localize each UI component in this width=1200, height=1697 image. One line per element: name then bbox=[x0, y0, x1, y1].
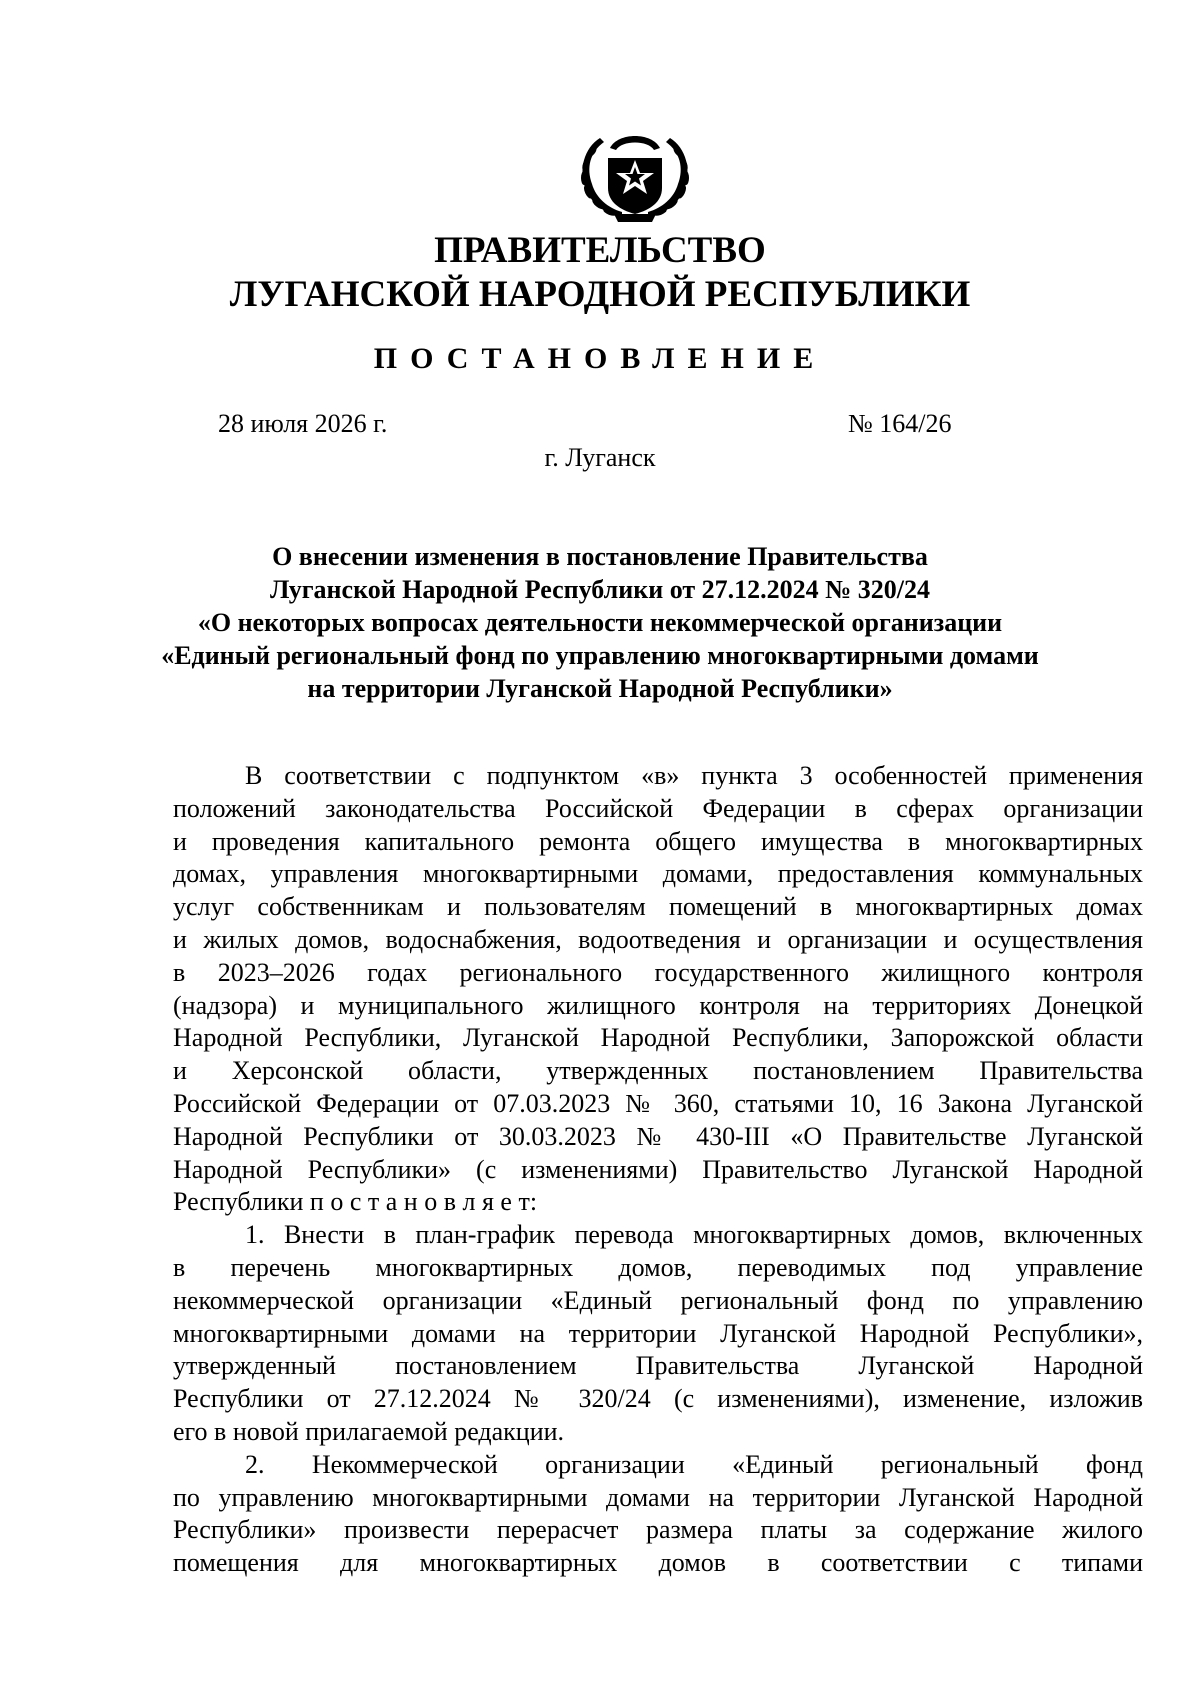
body-line: положений законодательства Российской Федерации в сферах организации bbox=[173, 793, 1143, 823]
body-line: Российской Федерации от 07.03.2023 № 360, статьями 10, 16 Закона Луганской bbox=[173, 1088, 1143, 1118]
subject-line: «Единый региональный фонд по управлению многоквартирными домами bbox=[161, 641, 1039, 670]
body-line: по управлению многоквартирными домами на территории Луганской Народной bbox=[173, 1482, 1143, 1512]
body-line: и жилых домов, водоснабжения, водоотведения и организации и осуществления bbox=[173, 924, 1143, 954]
body-line: Народной Республики» (с изменениями) Правительство Луганской Народной bbox=[173, 1154, 1143, 1184]
body-line: Народной Республики от 30.03.2023 № 430-III «О Правительстве Луганской bbox=[173, 1121, 1143, 1151]
coat-of-arms-emblem bbox=[570, 118, 700, 223]
body-line: и проведения капитального ремонта общего имущества в многоквартирных bbox=[173, 826, 1143, 856]
document-date: 28 июля 2026 г. bbox=[218, 409, 388, 438]
body-line: (надзора) и муниципального жилищного контроля на территориях Донецкой bbox=[173, 990, 1143, 1020]
body-line: Республики» произвести перерасчет размера платы за содержание жилого bbox=[173, 1515, 1143, 1545]
government-title-line-1: ПРАВИТЕЛЬСТВО bbox=[434, 230, 766, 271]
body-line: услуг собственникам и пользователям помещений в многоквартирных домах bbox=[173, 892, 1143, 922]
document-number: № 164/26 bbox=[848, 409, 952, 438]
body-line: некоммерческой организации «Единый региональный фонд по управлению bbox=[173, 1285, 1143, 1315]
body-line: в 2023–2026 годах регионального государственного жилищного контроля bbox=[173, 957, 1143, 987]
body-line: утвержденный постановлением Правительства Луганской Народной bbox=[173, 1351, 1143, 1381]
government-title-line-2: ЛУГАНСКОЙ НАРОДНОЙ РЕСПУБЛИКИ bbox=[229, 274, 971, 315]
body-line: Республики п о с т а н о в л я е т: bbox=[173, 1187, 538, 1217]
body-line: и Херсонской области, утвержденных постановлением Правительства bbox=[173, 1056, 1143, 1086]
document-subject bbox=[150, 540, 1050, 705]
body-line: его в новой прилагаемой редакции. bbox=[173, 1416, 565, 1446]
subject-line: Луганской Народной Республики от 27.12.2024 № 320/24 bbox=[270, 575, 930, 604]
body-line: 1. Внести в план-график перевода многоквартирных домов, включенных bbox=[245, 1220, 1143, 1250]
document-body bbox=[173, 760, 1143, 1580]
document-type-title: ПОСТАНОВЛЕНИЕ bbox=[373, 342, 827, 375]
subject-line: «О некоторых вопросах деятельности некоммерческой организации bbox=[197, 608, 1003, 637]
subject-line: О внесении изменения в постановление Правительства bbox=[272, 542, 928, 571]
body-line: В соответствии с подпунктом «в» пункта 3 особенностей применения bbox=[245, 761, 1143, 790]
body-line: помещения для многоквартирных домов в соответствии с типами bbox=[173, 1548, 1143, 1578]
body-line: 2. Некоммерческой организации «Единый региональный фонд bbox=[245, 1449, 1143, 1479]
body-line: в перечень многоквартирных домов, переводимых под управление bbox=[173, 1252, 1143, 1282]
body-line: Республики от 27.12.2024 № 320/24 (с изменениями), изменение, изложив bbox=[173, 1384, 1143, 1414]
body-line: домах, управления многоквартирными домами, предоставления коммунальных bbox=[173, 859, 1143, 889]
subject-line: на территории Луганской Народной Республики» bbox=[307, 674, 893, 703]
body-line: многоквартирными домами на территории Луганской Народной Республики», bbox=[173, 1318, 1143, 1348]
document-city: г. Луганск bbox=[544, 443, 656, 472]
body-line: Народной Республики, Луганской Народной Республики, Запорожской области bbox=[173, 1023, 1143, 1053]
